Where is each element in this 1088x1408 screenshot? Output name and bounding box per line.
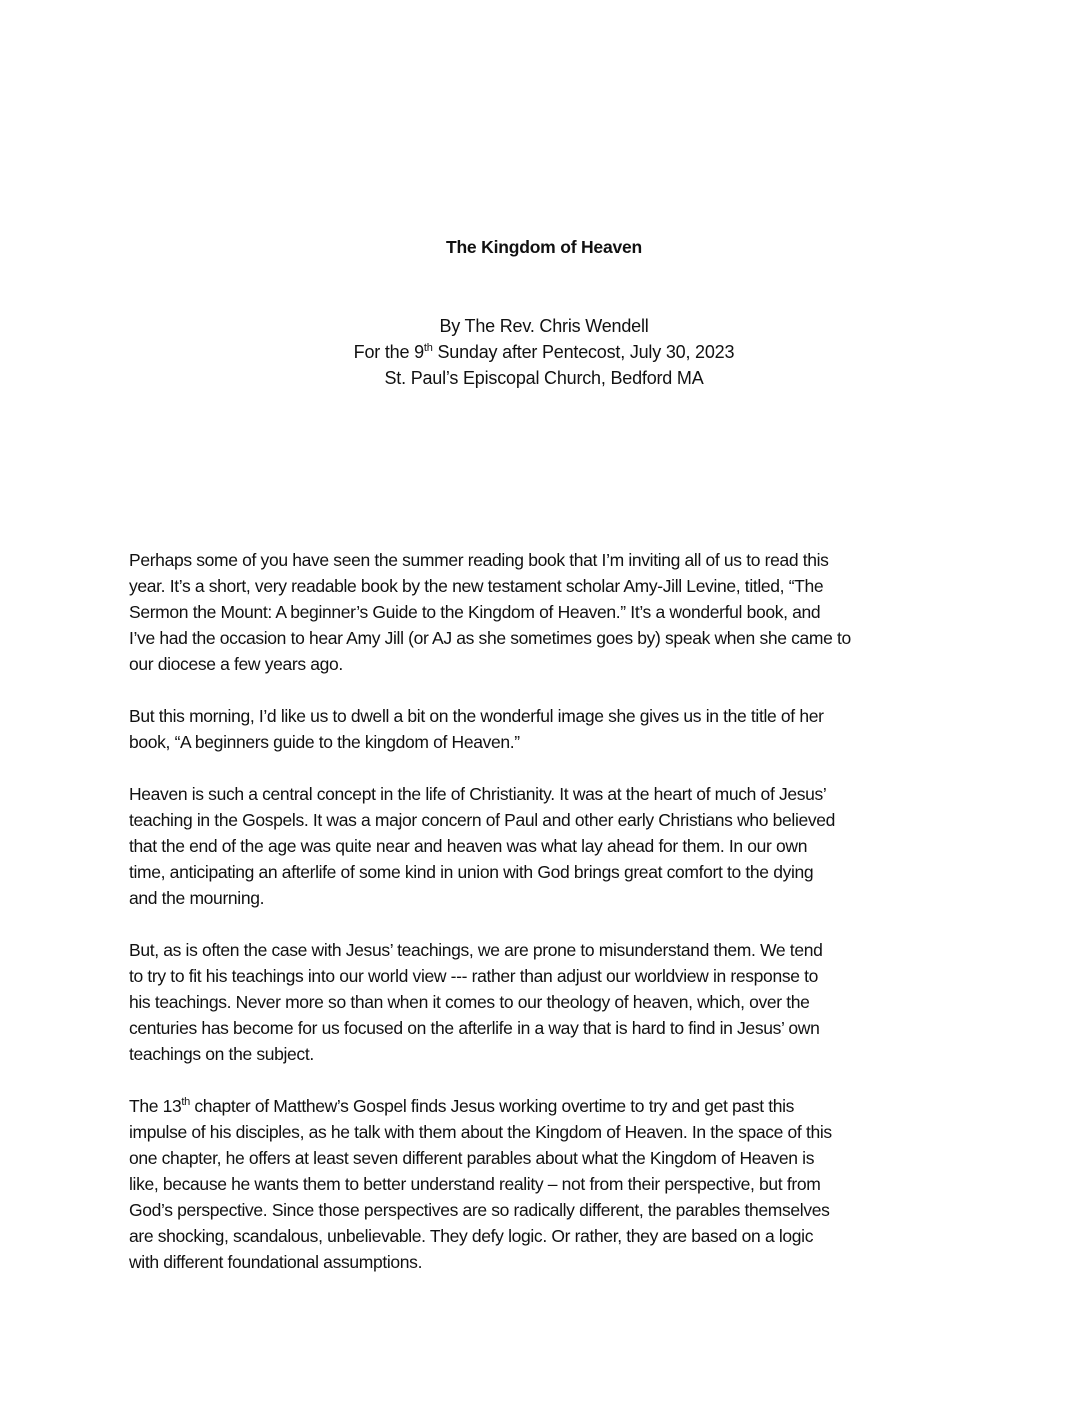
text-line: to try to fit his teachings into our world view --- rather than adjust our worldview in response to [129, 966, 819, 986]
chapter-suffix: chapter of Matthew’s Gospel finds Jesus working overtime to try and get past this [189, 1096, 795, 1116]
text-line: I’ve had the occasion to hear Amy Jill (or AJ as she sometimes goes by) speak when she came to [129, 628, 851, 648]
text-line: teachings on the subject. [129, 1044, 314, 1064]
sermon-body [129, 547, 959, 1301]
text-line: his teachings. Never more so than when it comes to our theology of heaven, which, over the [129, 992, 810, 1012]
author-line: By The Rev. Chris Wendell [439, 316, 649, 336]
document-title: The Kingdom of Heaven [445, 237, 643, 257]
occasion-ordinal-suffix: th [423, 342, 433, 354]
text-line: God’s perspective. Since those perspectives are so radically different, the parables themselves [129, 1200, 830, 1220]
text-line: year. It’s a short, very readable book by the new testament scholar Amy-Jill Levine, titled, “The [129, 576, 824, 596]
chapter-prefix: The 13 [129, 1096, 182, 1116]
occasion-suffix: Sunday after Pentecost, July 30, 2023 [432, 342, 735, 362]
text-line: centuries has become for us focused on the afterlife in a way that is hard to find in Jesus’ own [129, 1018, 820, 1038]
text-line: impulse of his disciples, as he talk with them about the Kingdom of Heaven. In the space of this [129, 1122, 832, 1142]
paragraph [129, 1093, 959, 1275]
text-line: Sermon the Mount: A beginner’s Guide to the Kingdom of Heaven.” It’s a wonderful book, and [129, 602, 821, 622]
paragraph [129, 703, 959, 755]
text-line: with different foundational assumptions. [129, 1252, 423, 1272]
text-line: are shocking, scandalous, unbelievable. They defy logic. Or rather, they are based on a logic [129, 1226, 814, 1246]
occasion-prefix: For the 9 [353, 342, 424, 362]
text-line: But this morning, I’d like us to dwell a bit on the wonderful image she gives us in the title of her [129, 706, 824, 726]
text-line: like, because he wants them to better understand reality – not from their perspective, but from [129, 1174, 821, 1194]
text-line: Perhaps some of you have seen the summer reading book that I’m inviting all of us to read this [129, 550, 829, 570]
chapter-ordinal-suffix: th [181, 1096, 190, 1108]
occasion-line [0, 339, 1088, 365]
text-line: that the end of the age was quite near and heaven was what lay ahead for them. In our own [129, 836, 808, 856]
text-line: one chapter, he offers at least seven different parables about what the Kingdom of Heaven is [129, 1148, 815, 1168]
text-line [129, 1093, 959, 1119]
church-line: St. Paul’s Episcopal Church, Bedford MA [384, 368, 704, 388]
text-line: Heaven is such a central concept in the life of Christianity. It was at the heart of much of Jesus’ [129, 784, 827, 804]
text-line: and the mourning. [129, 888, 265, 908]
text-line: But, as is often the case with Jesus’ teachings, we are prone to misunderstand them. We tend [129, 940, 823, 960]
text-line: book, “A beginners guide to the kingdom of Heaven.” [129, 732, 520, 752]
text-line: teaching in the Gospels. It was a major concern of Paul and other early Christians who believed [129, 810, 836, 830]
text-line: our diocese a few years ago. [129, 654, 343, 674]
paragraph [129, 937, 959, 1067]
text-line: time, anticipating an afterlife of some kind in union with God brings great comfort to the dying [129, 862, 814, 882]
byline-block [0, 313, 1088, 391]
paragraph [129, 547, 959, 677]
paragraph [129, 781, 959, 911]
